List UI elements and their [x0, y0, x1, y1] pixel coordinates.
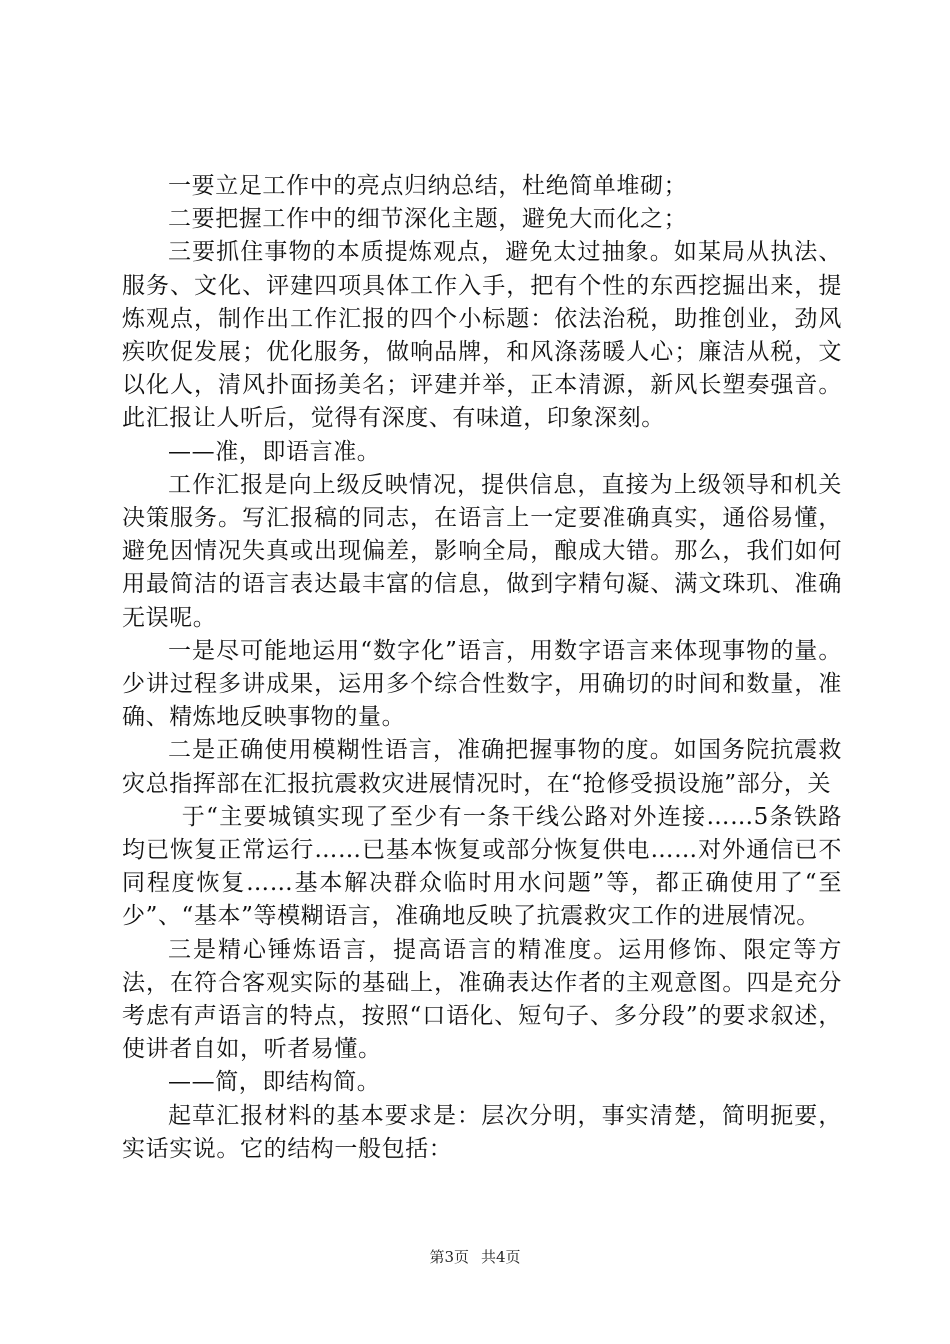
paragraph: 工作汇报是向上级反映情况，提供信息，直接为上级领导和机关决策服务。写汇报稿的同志，在语言上一定要准确真实，通俗易懂，避免因情况失真或出现偏差，影响全局，酿成大错。那么，我们如何用最简洁的语言表达最丰富的信息，做到字精句凝、满文珠玑、准确无误呢。	[122, 471, 842, 631]
document-body	[122, 170, 842, 1166]
paragraph: 三要抓住事物的本质提炼观点，避免太过抽象。如某局从执法、服务、文化、评建四项具体工作入手，把有个性的东西挖掘出来，提炼观点，制作出工作汇报的四个小标题：依法治税，助推创业，劲风疾吹促发展；优化服务，做响品牌，和风涤荡暖人心；廉洁从税，文以化人，清风扑面扬美名；评建并举，正本清源，新风长塑奏强音。此汇报让人听后，觉得有深度、有味道，印象深刻。	[122, 239, 842, 432]
paragraph: 一要立足工作中的亮点归纳总结，杜绝简单堆砌；	[168, 173, 688, 199]
page-number: 第3页	[429, 1248, 469, 1266]
section-heading: ——简，即结构简。	[168, 1069, 381, 1096]
section-heading: ——准，即语言准。	[168, 438, 381, 465]
page-total: 共4页	[481, 1248, 521, 1266]
paragraph: 起草汇报材料的基本要求是：层次分明，事实清楚，简明扼要，实话实说。它的结构一般包括：	[122, 1102, 842, 1162]
paragraph: 于“主要城镇实现了至少有一条干线公路对外连接……5条铁路均已恢复正常运行……已基本恢复或部分恢复供电……对外通信已不同程度恢复……基本解决群众临时用水问题”等，都正确使用了“至少”、“基本”等模糊语言，准确地反映了抗震救灾工作的进展情况。	[122, 803, 842, 930]
page-footer	[0, 1246, 950, 1267]
paragraph: 一是尽可能地运用“数字化”语言，用数字语言来体现事物的量。少讲过程多讲成果，运用多个综合性数字，用确切的时间和数量，准确、精炼地反映事物的量。	[122, 637, 842, 731]
paragraph: 二要把握工作中的细节深化主题，避免大而化之；	[168, 206, 688, 233]
paragraph: 三是精心锤炼语言，提高语言的精准度。运用修饰、限定等方法，在符合客观实际的基础上，准确表达作者的主观意图。四是充分考虑有声语言的特点，按照“口语化、短句子、多分段”的要求叙述，使讲者自如，听者易懂。	[122, 936, 842, 1063]
paragraph: 二是正确使用模糊性语言，准确把握事物的度。如国务院抗震救灾总指挥部在汇报抗震救灾进展情况时，在“抢修受损设施”部分，关	[122, 737, 842, 797]
